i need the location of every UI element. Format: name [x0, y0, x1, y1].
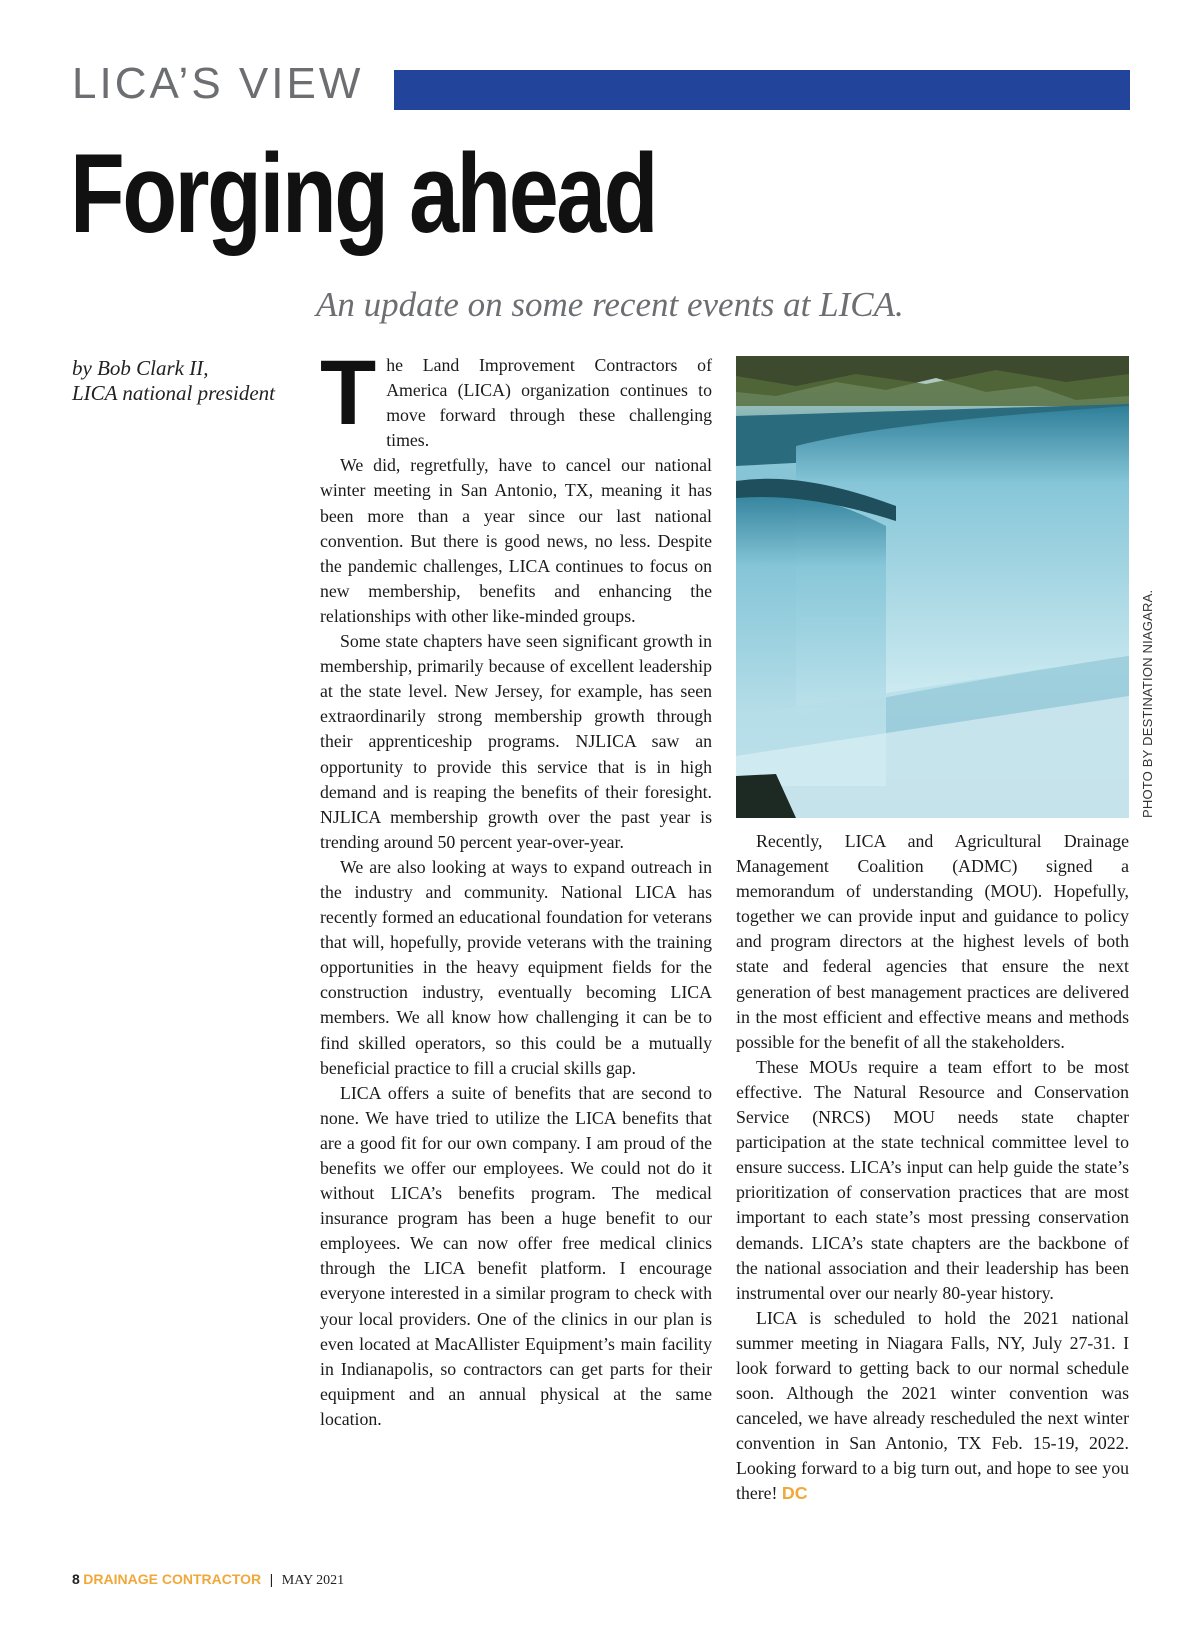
- photo-credit: PHOTO BY DESTINATION NIAGARA.: [1140, 589, 1155, 818]
- waterfall-photo: [736, 356, 1129, 818]
- section-bar: [394, 70, 1130, 110]
- article-paragraph: Some state chapters have seen significant growth in membership, primarily because of excellent leadership at the state level. New Jersey, for example, has seen extraordinarily strong membership growth through their apprenticeship programs. NJLICA saw an opportunity to provide this service that is in high demand and is reaping the benefits of their foresight. NJLICA membership growth over the past year is trending around 50 percent year-over-year.: [320, 631, 712, 852]
- magazine-name: DRAINAGE CONTRACTOR: [83, 1571, 262, 1587]
- footer-separator: |: [269, 1571, 274, 1587]
- article-paragraph: The Land Improvement Contractors of America (LICA) organization continues to move forward through these challenging times.: [320, 342, 712, 451]
- article-column-left: [320, 342, 712, 1432]
- article-paragraph: LICA is scheduled to hold the 2021 national summer meeting in Niagara Falls, NY, July 27-31. I look forward to getting back to our normal schedule soon. Although the 2021 winter convention was canceled, we have already rescheduled the next winter convention in San Antonio, TX Feb. 15-19, 2022. Looking forward to a big turn out, and hope to see you there! DC: [736, 1307, 1129, 1504]
- article-paragraph: LICA offers a suite of benefits that are second to none. We have tried to utilize the LICA benefits that are a good fit for our own company. I am proud of the benefits we offer our employees. We could not do it without LICA’s benefits program. The medical insurance program has been a huge benefit to our employees. We can now offer free medical clinics through the LICA benefit platform. I encourage everyone interested in a similar program to check with your local providers. One of the clinics in our plan is even located at MacAllister Equipment’s main facility in Indianapolis, so contractors can get parts for their equipment and an annual physical at the same location.: [320, 1082, 712, 1429]
- page-footer: [72, 1571, 344, 1589]
- byline-title: LICA national president: [72, 381, 276, 405]
- page-number: 8: [72, 1571, 80, 1587]
- article-paragraph: We did, regretfully, have to cancel our national winter meeting in San Antonio, TX, meaning it has been more than a year since our last national convention. But there is good news, no less. Despite the pandemic challenges, LICA continues to focus on new membership, benefits and enhancing the relationships with other like-minded groups.: [320, 455, 712, 626]
- article-paragraph: These MOUs require a team effort to be most effective. The Natural Resource and Conservation Service (NRCS) MOU needs state chapter participation at the state technical committee level to ensure success. LICA’s input can help guide the state’s prioritization of conservation practices that are most important to each state’s most pressing conservation demands. LICA’s state chapters are the backbone of the national association and their leadership has been instrumental over our nearly 80-year history.: [736, 1056, 1129, 1303]
- byline-author: by Bob Clark II,: [72, 356, 209, 380]
- section-label: LICA’S VIEW: [72, 59, 364, 108]
- end-mark: DC: [781, 1483, 808, 1504]
- deck-subtitle: An update on some recent events at LICA.: [316, 285, 904, 324]
- byline: [72, 356, 302, 406]
- article-paragraph: Recently, LICA and Agricultural Drainage Management Coalition (ADMC) signed a memorandum of understanding (MOU). Hopefully, together we can provide input and guidance to policy and program directors at the highest levels of both state and federal agencies that ensure the next generation of best management practices are delivered in the most efficient and effective means and methods possible for the benefit of all the stakeholders.: [736, 831, 1129, 1052]
- issue-date: MAY 2021: [281, 1573, 345, 1588]
- headline: Forging ahead: [70, 131, 657, 256]
- article-paragraph: We are also looking at ways to expand outreach in the industry and community. National LICA has recently formed an educational foundation for veterans that will, hopefully, provide veterans with the training opportunities in the heavy equipment fields for the construction industry, eventually becoming LICA members. We all know how challenging it can be to find skilled operators, so this could be a mutually beneficial practice to fill a crucial skills gap.: [320, 856, 712, 1078]
- article-column-right: [736, 829, 1129, 1507]
- dropcap: T: [320, 342, 377, 444]
